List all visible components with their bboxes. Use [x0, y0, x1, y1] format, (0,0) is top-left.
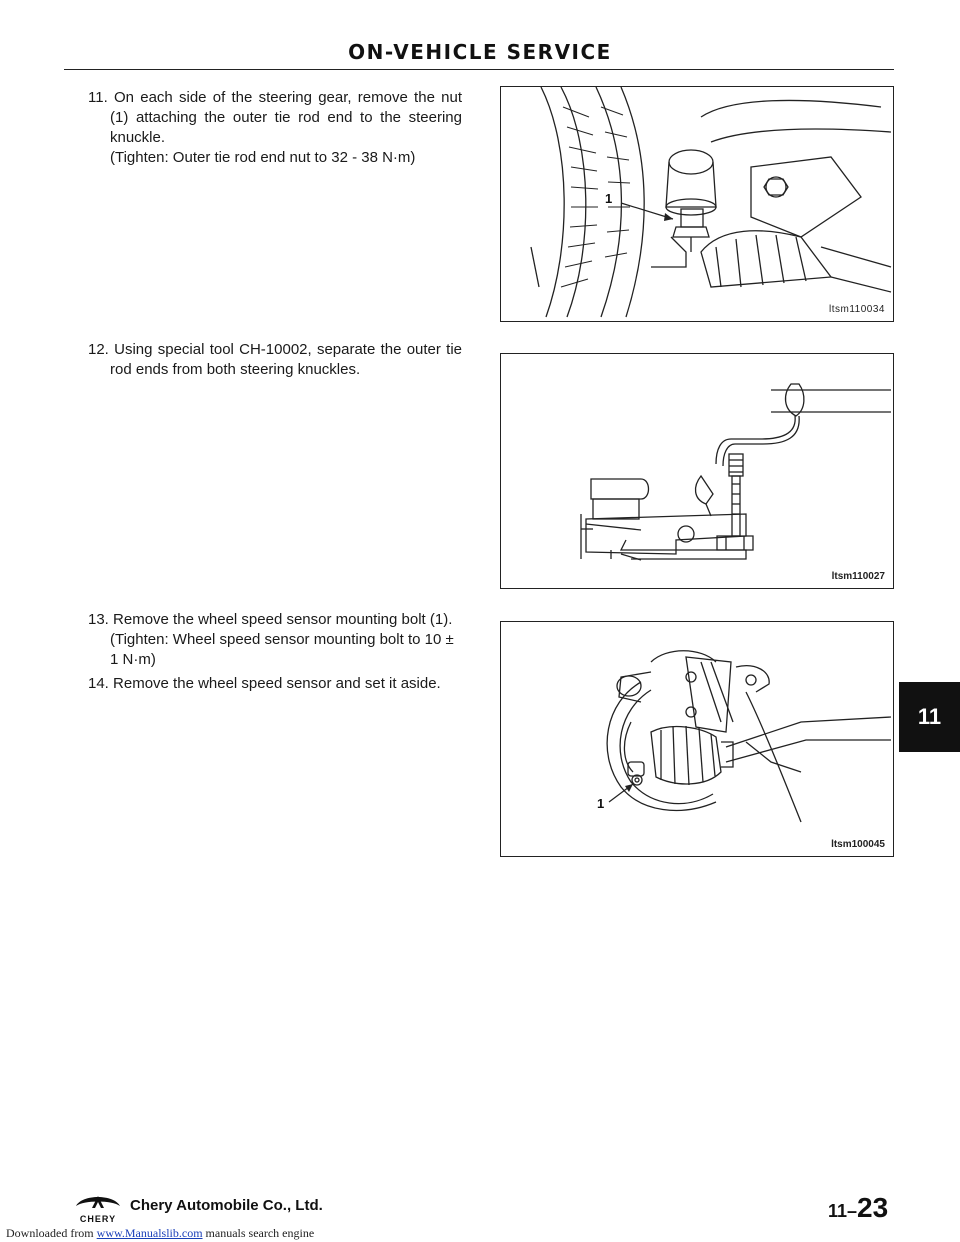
wheel-speed-sensor-illustration — [501, 622, 893, 856]
manualslib-link[interactable]: www.Manualslib.com — [96, 1226, 203, 1240]
step-number: 14. — [88, 675, 109, 692]
step-text: Remove the wheel speed sensor mounting bolt (1). — [113, 611, 453, 628]
header-divider — [64, 69, 894, 70]
step-number: 12. — [88, 341, 109, 358]
figure-wheel-speed-sensor — [500, 621, 894, 857]
figure-label: ltsm110027 — [831, 571, 885, 582]
callout-number: 1 — [597, 796, 605, 811]
chery-logo-icon — [72, 1190, 124, 1214]
figure-label: ltsm110034 — [829, 304, 885, 315]
figure-special-tool — [500, 353, 894, 589]
torque-note: (Tighten: Wheel speed sensor mounting bolt to 10 ± 1 N·m) — [110, 631, 454, 668]
section-tab: 11 — [899, 682, 960, 752]
figure-tie-rod-nut — [500, 86, 894, 322]
step-number: 13. — [88, 611, 109, 628]
step-number: 11. — [88, 89, 108, 106]
callout-number: 1 — [605, 191, 613, 206]
tie-rod-nut-illustration — [501, 87, 893, 321]
page-number-value: 23 — [857, 1192, 889, 1223]
download-suffix: manuals search engine — [205, 1226, 315, 1240]
page-number — [828, 1192, 888, 1224]
download-banner — [6, 1226, 314, 1241]
footer-company-name: Chery Automobile Co., Ltd. — [130, 1197, 323, 1214]
logo-wordmark: CHERY — [79, 1214, 117, 1224]
step-11 — [88, 88, 462, 168]
page-header-title: ON-VEHICLE SERVICE — [348, 40, 612, 64]
step-13 — [88, 610, 462, 670]
torque-note: (Tighten: Outer tie rod end nut to 32 - 38 N·m) — [110, 149, 416, 166]
step-text: Remove the wheel speed sensor and set it aside. — [113, 675, 441, 692]
step-text: On each side of the steering gear, remove the nut (1) attaching the outer tie rod end to the steering knuckle. — [110, 89, 463, 146]
step-14 — [88, 674, 462, 694]
figure-label: ltsm100045 — [831, 839, 885, 850]
download-prefix: Downloaded from — [6, 1226, 94, 1240]
special-tool-illustration — [501, 354, 893, 588]
page-section: 11– — [828, 1201, 858, 1221]
step-text: Using special tool CH-10002, separate the outer tie rod ends from both steering knuckles. — [110, 341, 462, 378]
step-12 — [88, 340, 462, 380]
